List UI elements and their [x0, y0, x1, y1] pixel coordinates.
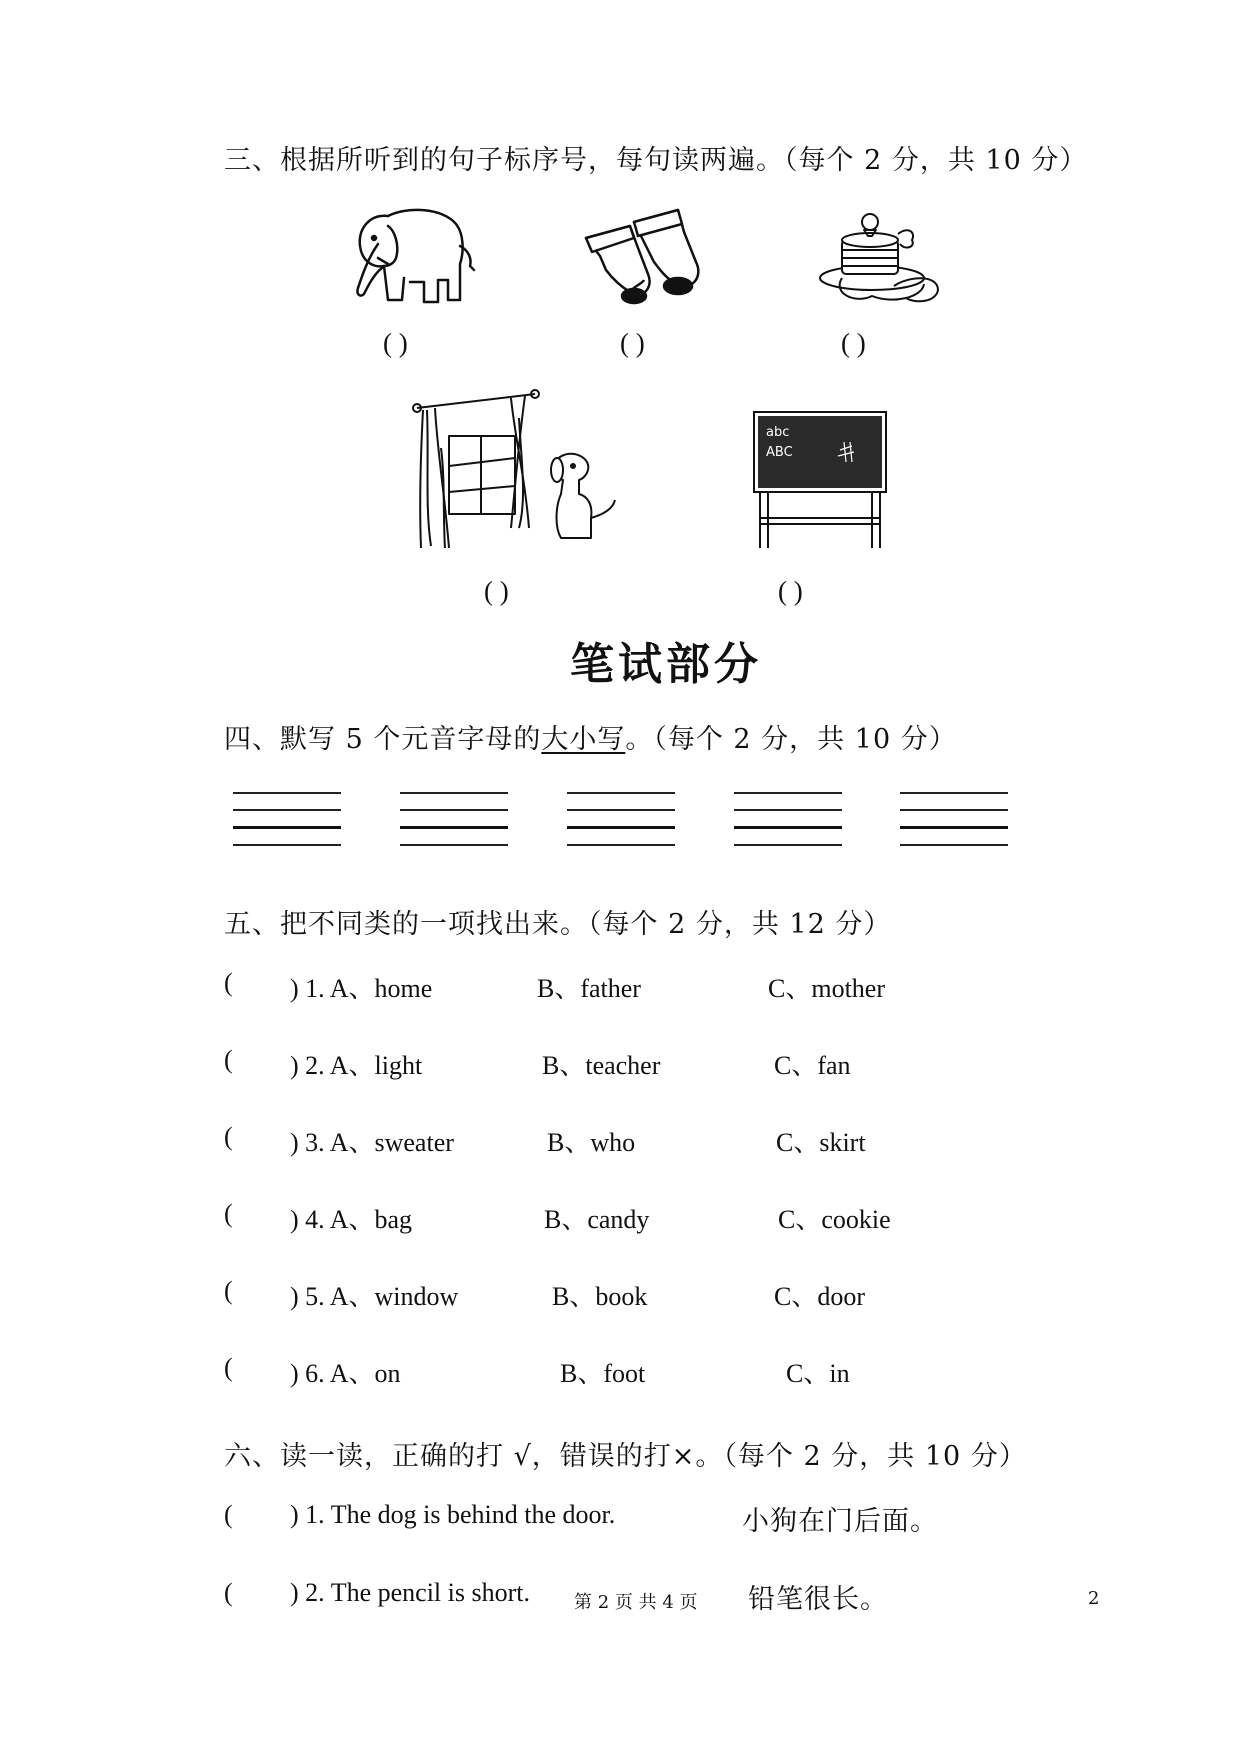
q5-6-option-a: ) 6. A、on: [290, 1359, 401, 1388]
q5-2-option-c: C、fan: [774, 1051, 851, 1080]
answer-blank-elephant[interactable]: ( ): [383, 328, 408, 358]
section5-heading: 五、把不同类的一项找出来。（每个 2 分，共 12 分）: [224, 909, 892, 940]
q5-3-option-a: ) 3. A、sweater: [290, 1128, 454, 1157]
q6-1-chinese: 小狗在门后面。: [742, 1506, 938, 1537]
q6-2-chinese: 铅笔很长。: [748, 1584, 888, 1615]
section4-heading-underlined: 大小写: [541, 724, 626, 755]
writing-lines-5[interactable]: [900, 792, 1008, 861]
blackboard-uppercase: ABC: [766, 445, 793, 460]
answer-blank-blackboard[interactable]: ( ): [778, 576, 803, 606]
writing-lines-2[interactable]: [400, 792, 508, 861]
q5-1-option-b: B、father: [537, 974, 641, 1003]
section4-heading-before: 四、默写 5 个元音字母的: [224, 724, 542, 755]
blackboard-icon: [754, 412, 886, 552]
writing-lines-4[interactable]: [734, 792, 842, 861]
page-number: 2: [1088, 1588, 1100, 1609]
q6-1-sentence: ) 1. The dog is behind the door.: [290, 1500, 616, 1529]
q5-6-option-b: B、foot: [560, 1359, 646, 1388]
q5-4-option-a: ) 4. A、bag: [290, 1205, 413, 1234]
q5-2-option-a: ) 2. A、light: [290, 1051, 423, 1080]
cake-icon: [812, 204, 942, 308]
q5-1-open-paren[interactable]: (: [224, 968, 233, 997]
window-and-dog-icon: [415, 388, 630, 556]
writing-lines-1[interactable]: [233, 792, 341, 861]
socks-icon: [578, 208, 728, 312]
q5-4-option-b: B、candy: [544, 1205, 650, 1234]
answer-blank-cake[interactable]: ( ): [841, 328, 866, 358]
blackboard-lowercase: abc: [766, 425, 790, 440]
q5-3-open-paren[interactable]: (: [224, 1122, 233, 1151]
q5-5-option-b: B、book: [552, 1282, 648, 1311]
section4-heading-after: 。（每个 2 分，共 10 分）: [625, 724, 957, 755]
q5-6-open-paren[interactable]: (: [224, 1353, 233, 1382]
q5-5-option-a: ) 5. A、window: [290, 1282, 459, 1311]
answer-blank-socks[interactable]: ( ): [620, 328, 645, 358]
section3-heading: 三、根据所听到的句子标序号，每句读两遍。（每个 2 分，共 10 分）: [224, 145, 1088, 176]
q6-1-open-paren[interactable]: (: [224, 1500, 233, 1529]
q5-1-option-c: C、mother: [768, 974, 885, 1003]
q5-4-open-paren[interactable]: (: [224, 1199, 233, 1228]
q5-6-option-c: C、in: [786, 1359, 850, 1388]
section6-heading: 六、读一读，正确的打 √，错误的打×。（每个 2 分，共 10 分）: [224, 1441, 1027, 1472]
q5-4-option-c: C、cookie: [778, 1205, 891, 1234]
q6-2-sentence: ) 2. The pencil is short.: [290, 1578, 530, 1607]
answer-blank-window-dog[interactable]: ( ): [484, 576, 509, 606]
q5-2-open-paren[interactable]: (: [224, 1045, 233, 1074]
q5-5-open-paren[interactable]: (: [224, 1276, 233, 1305]
q5-1-option-a: ) 1. A、home: [290, 974, 433, 1003]
page-footer: 第 2 页 共 4 页: [574, 1592, 698, 1613]
q6-2-open-paren[interactable]: (: [224, 1578, 233, 1607]
q5-5-option-c: C、door: [774, 1282, 866, 1311]
section4-heading: [224, 717, 957, 756]
q5-3-option-c: C、skirt: [776, 1128, 866, 1157]
elephant-icon: [348, 204, 478, 312]
q5-3-option-b: B、who: [547, 1128, 636, 1157]
written-part-title: 笔试部分: [570, 639, 762, 690]
writing-lines-3[interactable]: [567, 792, 675, 861]
q5-2-option-b: B、teacher: [542, 1051, 661, 1080]
